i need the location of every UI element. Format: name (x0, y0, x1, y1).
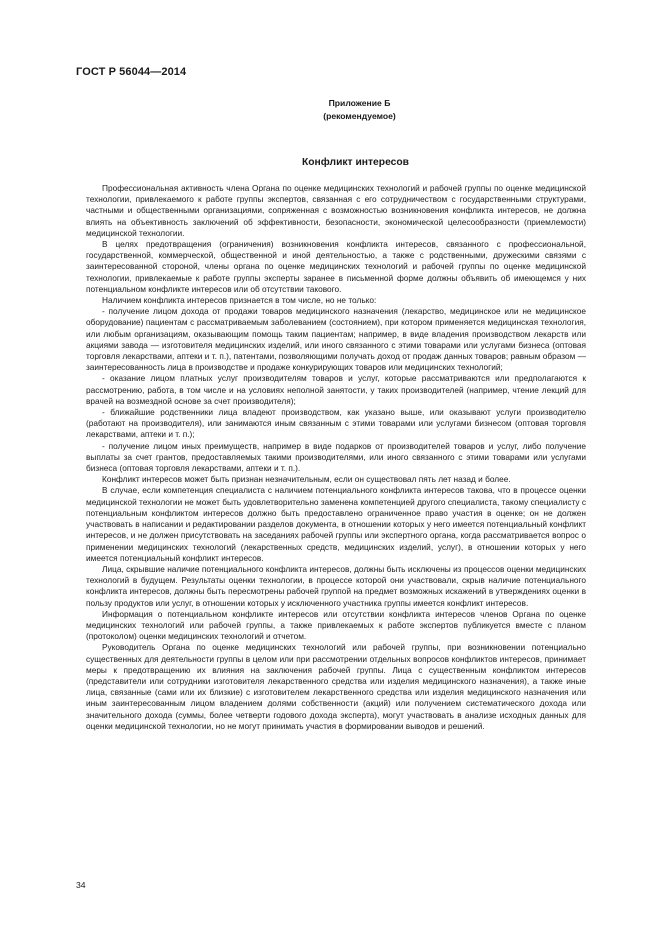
document-body (86, 183, 586, 732)
paragraph: Руководитель Органа по оценке медицинских технологий или рабочей группы, при возникновении потенциально существенных для деятельности группы в целом или при рассмотрении отдельных вопросов конфликтов интересов, принимает меры к предотвращению их влияния на заключения рабочей группы. Лица с существенным конфликтом интересов (представители или сотрудники изготовителя лекарственного средства или изделия медицинского назначения), а также иные лица, связанные (сами или их близкие) с изготовителем лекарственного средства или изделия медицинского назначения или иным заинтересованным лицом владением долями собственности (акций) или получением систематического дохода или значительного дохода (суммы, более четверти годового дохода эксперта), могут участвовать в анализе исходных данных для оценки медицинской технологии, но не могут принимать участия в формировании выводов и решений. (86, 642, 586, 731)
appendix-label: Приложение Б (328, 98, 391, 108)
list-item: - получение лицом дохода от продажи товаров медицинского назначения (лекарство, медицинское или не медицинское оборудование) пациентам с рассматриваемым заболеванием (состоянием), при котором применяется медицинская технология, или любым организациям, оказывающим помощь таким пациентам; например, в виде владения производством лекарств или акциями завода — изготовителя медицинских изделий, или иного связанного с этими товарами или услугами бизнеса (оптовая торговля лекарствами, аптеки и т. п.), патентами, позволяющими получать доход от продаж данных товаров; равным образом — заинтересованность лица в производстве и продаже конкурирующих товаров или медицинских технологий; (86, 306, 586, 373)
paragraph: Наличием конфликта интересов признается в том числе, но не только: (102, 295, 377, 306)
appendix-note: (рекомендуемое) (323, 110, 396, 121)
page-number: 34 (76, 880, 86, 890)
paragraph: В случае, если компетенция специалиста с наличием потенциального конфликта интересов такова, что в процессе оценки медицинской технологии не может быть удовлетворительно заменена компетенцией другого специалиста, такому специалисту с потенциальным конфликтом интересов должно быть предоставлено ограниченное право участия в оценке; он не должен участвовать в написании и редактировании разделов документа, в отношении которых у него имеется потенциальный конфликт интересов, и не должен присутствовать на заседаниях рабочей группы или экспертного органа, когда рассматривается вопрос о применении медицинских технологий (лекарственных средств, медицинских изделий, услуг), в отношении которых у него имеется потенциальный конфликт интересов. (86, 485, 586, 563)
section-title-text: Конфликт интересов (301, 157, 410, 168)
appendix-heading (0, 97, 661, 122)
section-title (0, 157, 661, 168)
paragraph: Информация о потенциальном конфликте интересов или отсутствии конфликта интересов членов Органа по оценке медицинских технологий или рабочей группы, а также привлекаемых к работе экспертов публикуется вместе с планом (протоколом) оценки медицинских технологий и отчетом. (86, 608, 586, 642)
paragraph: Конфликт интересов может быть признан незначительным, если он существовал пять лет назад и более. (102, 474, 511, 485)
list-item: - ближайшие родственники лица владеют производством, как указано выше, или оказывают услуги производителю (работают на производителя), или занимаются иным связанным с этими товарами или услугами бизнесом (оптовая торговля лекарствами, аптеки и т. п.); (86, 407, 586, 440)
list-item: - оказание лицом платных услуг производителям товаров и услуг, которые рассматриваются или предполагаются к рассмотрению, работа, в том числе и на условиях неполной занятости, у таких производителей (например, чтение лекций для врачей на возмездной основе за счет производителя); (86, 373, 586, 406)
document-code: ГОСТ Р 56044—2014 (76, 66, 187, 78)
paragraph: В целях предотвращения (ограничения) возникновения конфликта интересов, связанного с профессиональной, государственной, коммерческой, общественной и иной деятельностью, а также с родственными, дружескими связями с заинтересованной стороной, члены органа по оценке медицинских технологий и рабочей группы по оценке медицинской технологии, привлекаемые к работе группы эксперты заранее в письменной форме должны объявить об имеющемся у них потенциальном конфликте интересов или об отсутствии такового. (86, 239, 586, 294)
paragraph: Профессиональная активность члена Органа по оценке медицинских технологий и рабочей группы по оценке медицинской технологии, привлекаемого к работе группы экспертов, связанная с его сотрудничеством с государственными структурами, частными и общественными организациями, сопряженная с возможностью возникновения конфликта интересов, не должна влиять на объективность заключений об эффективности, безопасности, экономической целесообразности (приемлемости) медицинской технологии. (86, 183, 586, 238)
paragraph: Лица, скрывшие наличие потенциального конфликта интересов, должны быть исключены из процессов оценки медицинских технологий в будущем. Результаты оценки технологии, в процессе которой они участвовали, скрыв наличие потенциального конфликта интересов, должны быть пересмотрены рабочей группой на предмет возможных искажений в утверждениях оценки в пользу продуктов или услуг, в отношении которых у исключенного участника группы имеется конфликт интересов. (86, 563, 586, 608)
list-item: - получение лицом иных преимуществ, например в виде подарков от производителей товаров и услуг, либо получение выплаты за счет грантов, предоставляемых такими производителями, или иного связанного с этими товарами или услугами бизнеса (оптовая торговля лекарствами, аптеки и т. п.). (86, 440, 586, 474)
